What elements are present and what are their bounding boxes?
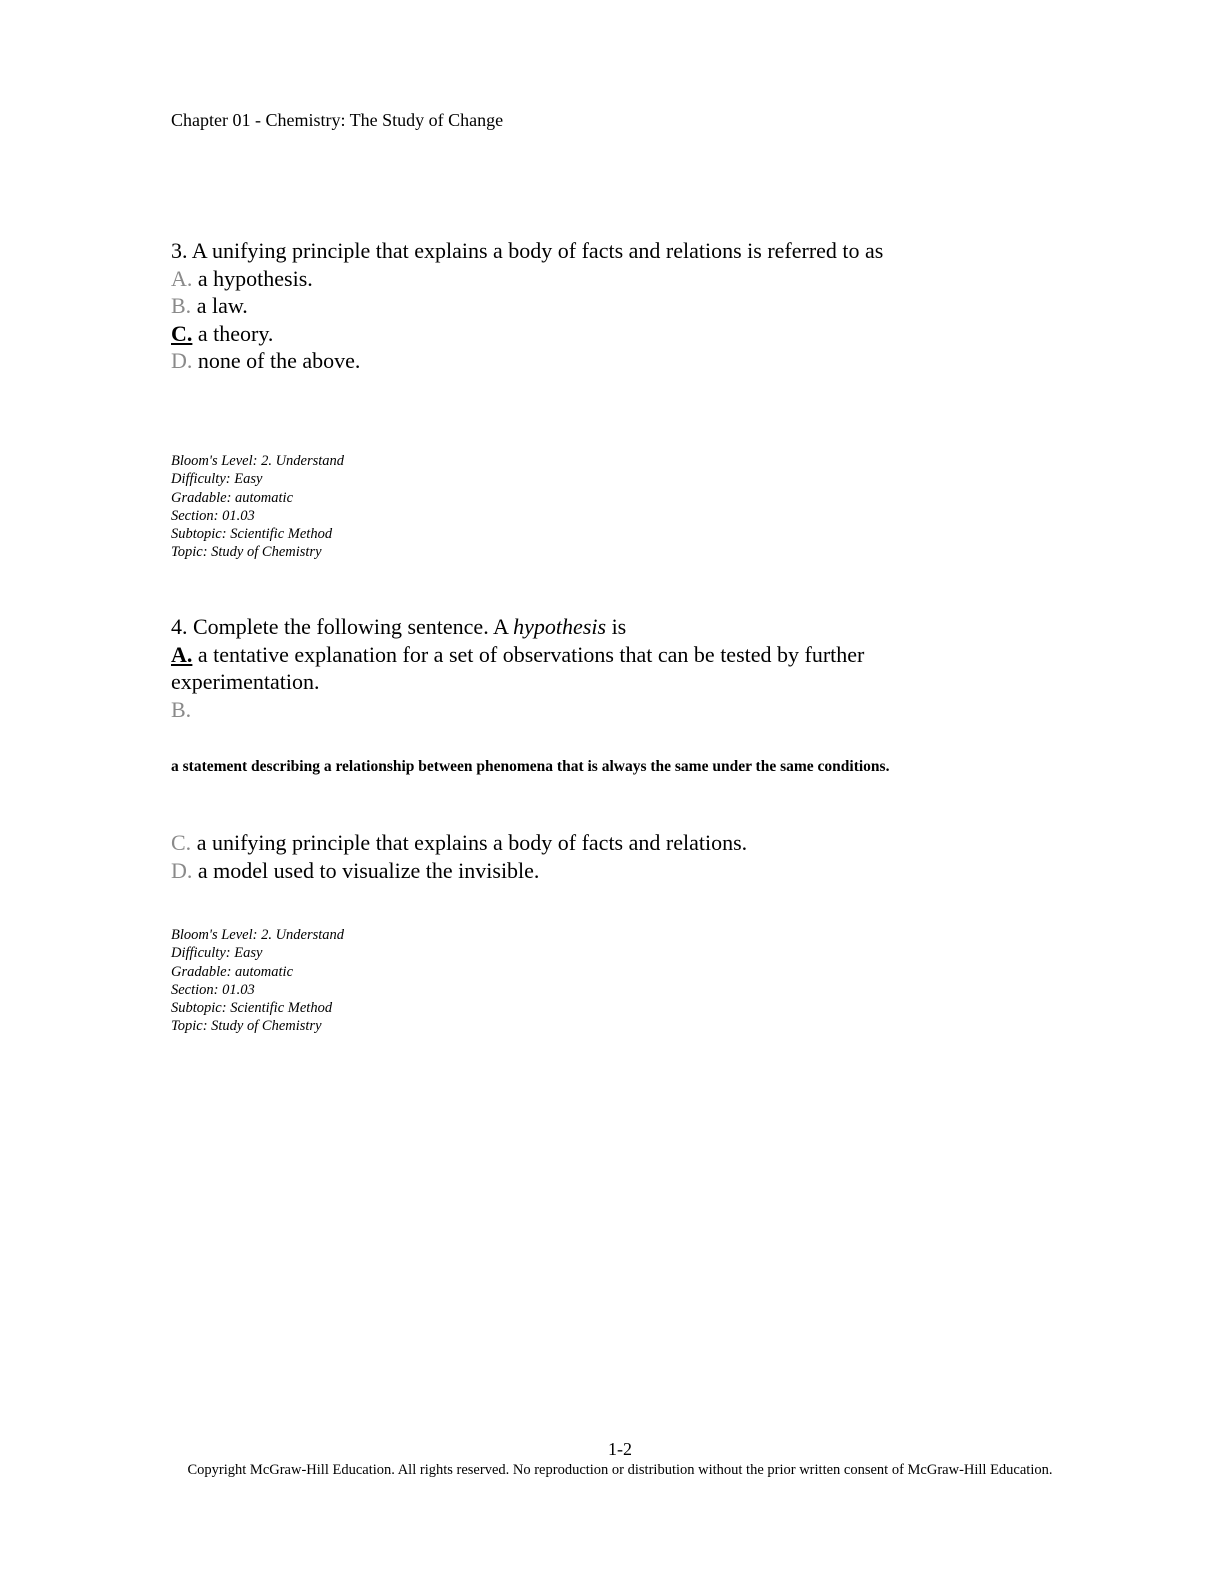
option-text: a law.: [196, 293, 248, 318]
question-4-metadata: [171, 926, 344, 1036]
option-letter: B.: [171, 293, 192, 318]
option-c: [171, 829, 951, 857]
question-3-metadata: [171, 452, 344, 562]
stem-suffix: is: [606, 614, 627, 639]
option-text: a tentative explanation for a set of observations that can be tested by further experimentation.: [171, 641, 865, 694]
option-b-letter-line: [171, 696, 951, 724]
option-text: a unifying principle that explains a body of facts and relations.: [196, 830, 748, 855]
correct-option-letter: A.: [171, 641, 193, 667]
meta-section: Section: 01.03: [171, 507, 255, 524]
page-number: 1-2: [608, 1439, 632, 1459]
option-text: a model used to visualize the invisible.: [197, 857, 540, 883]
meta-subtopic: Subtopic: Scientific Method: [171, 526, 333, 543]
meta-topic: Topic: Study of Chemistry: [171, 1018, 322, 1035]
meta-gradable: Gradable: automatic: [171, 963, 294, 980]
option-letter: C.: [171, 830, 192, 855]
meta-difficulty: Difficulty: Easy: [171, 471, 263, 488]
option-b-text: a statement describing a relationship between phenomena that is always the same under the same conditions.: [171, 758, 890, 775]
option-text: a theory.: [197, 320, 274, 346]
meta-gradable: Gradable: automatic: [171, 489, 294, 506]
stem-emphasis: hypothesis: [513, 614, 607, 639]
option-letter: B.: [171, 696, 192, 722]
option-a: [171, 641, 951, 696]
option-letter: A.: [171, 265, 193, 291]
option-letter: D.: [171, 348, 193, 373]
question-stem: [171, 613, 951, 641]
question-4: [171, 613, 951, 884]
chapter-title: Chapter 01 - Chemistry: The Study of Change: [171, 110, 504, 130]
option-d: [171, 857, 951, 885]
meta-subtopic: Subtopic: Scientific Method: [171, 1000, 333, 1017]
meta-difficulty: Difficulty: Easy: [171, 945, 263, 962]
option-text: a hypothesis.: [197, 265, 313, 291]
meta-section: Section: 01.03: [171, 981, 255, 998]
option-d: [171, 347, 951, 375]
option-a: [171, 265, 951, 293]
option-c: [171, 320, 951, 348]
question-3: [171, 237, 951, 375]
page-footer: [0, 1438, 1224, 1480]
copyright-notice: Copyright McGraw-Hill Education. All rights reserved. No reproduction or distribution without the prior written consent of McGraw-Hill Education.: [187, 1462, 1053, 1478]
option-letter: D.: [171, 857, 193, 883]
meta-blooms-level: Bloom's Level: 2. Understand: [171, 927, 345, 943]
option-b: [171, 292, 951, 320]
stem-prefix: 4. Complete the following sentence. A: [171, 614, 514, 639]
option-text: none of the above.: [197, 348, 361, 373]
meta-blooms-level: Bloom's Level: 2. Understand: [171, 453, 345, 469]
question-stem: 3. A unifying principle that explains a body of facts and relations is referred to as: [171, 238, 884, 263]
correct-option-letter: C.: [171, 320, 193, 346]
meta-topic: Topic: Study of Chemistry: [171, 544, 322, 561]
